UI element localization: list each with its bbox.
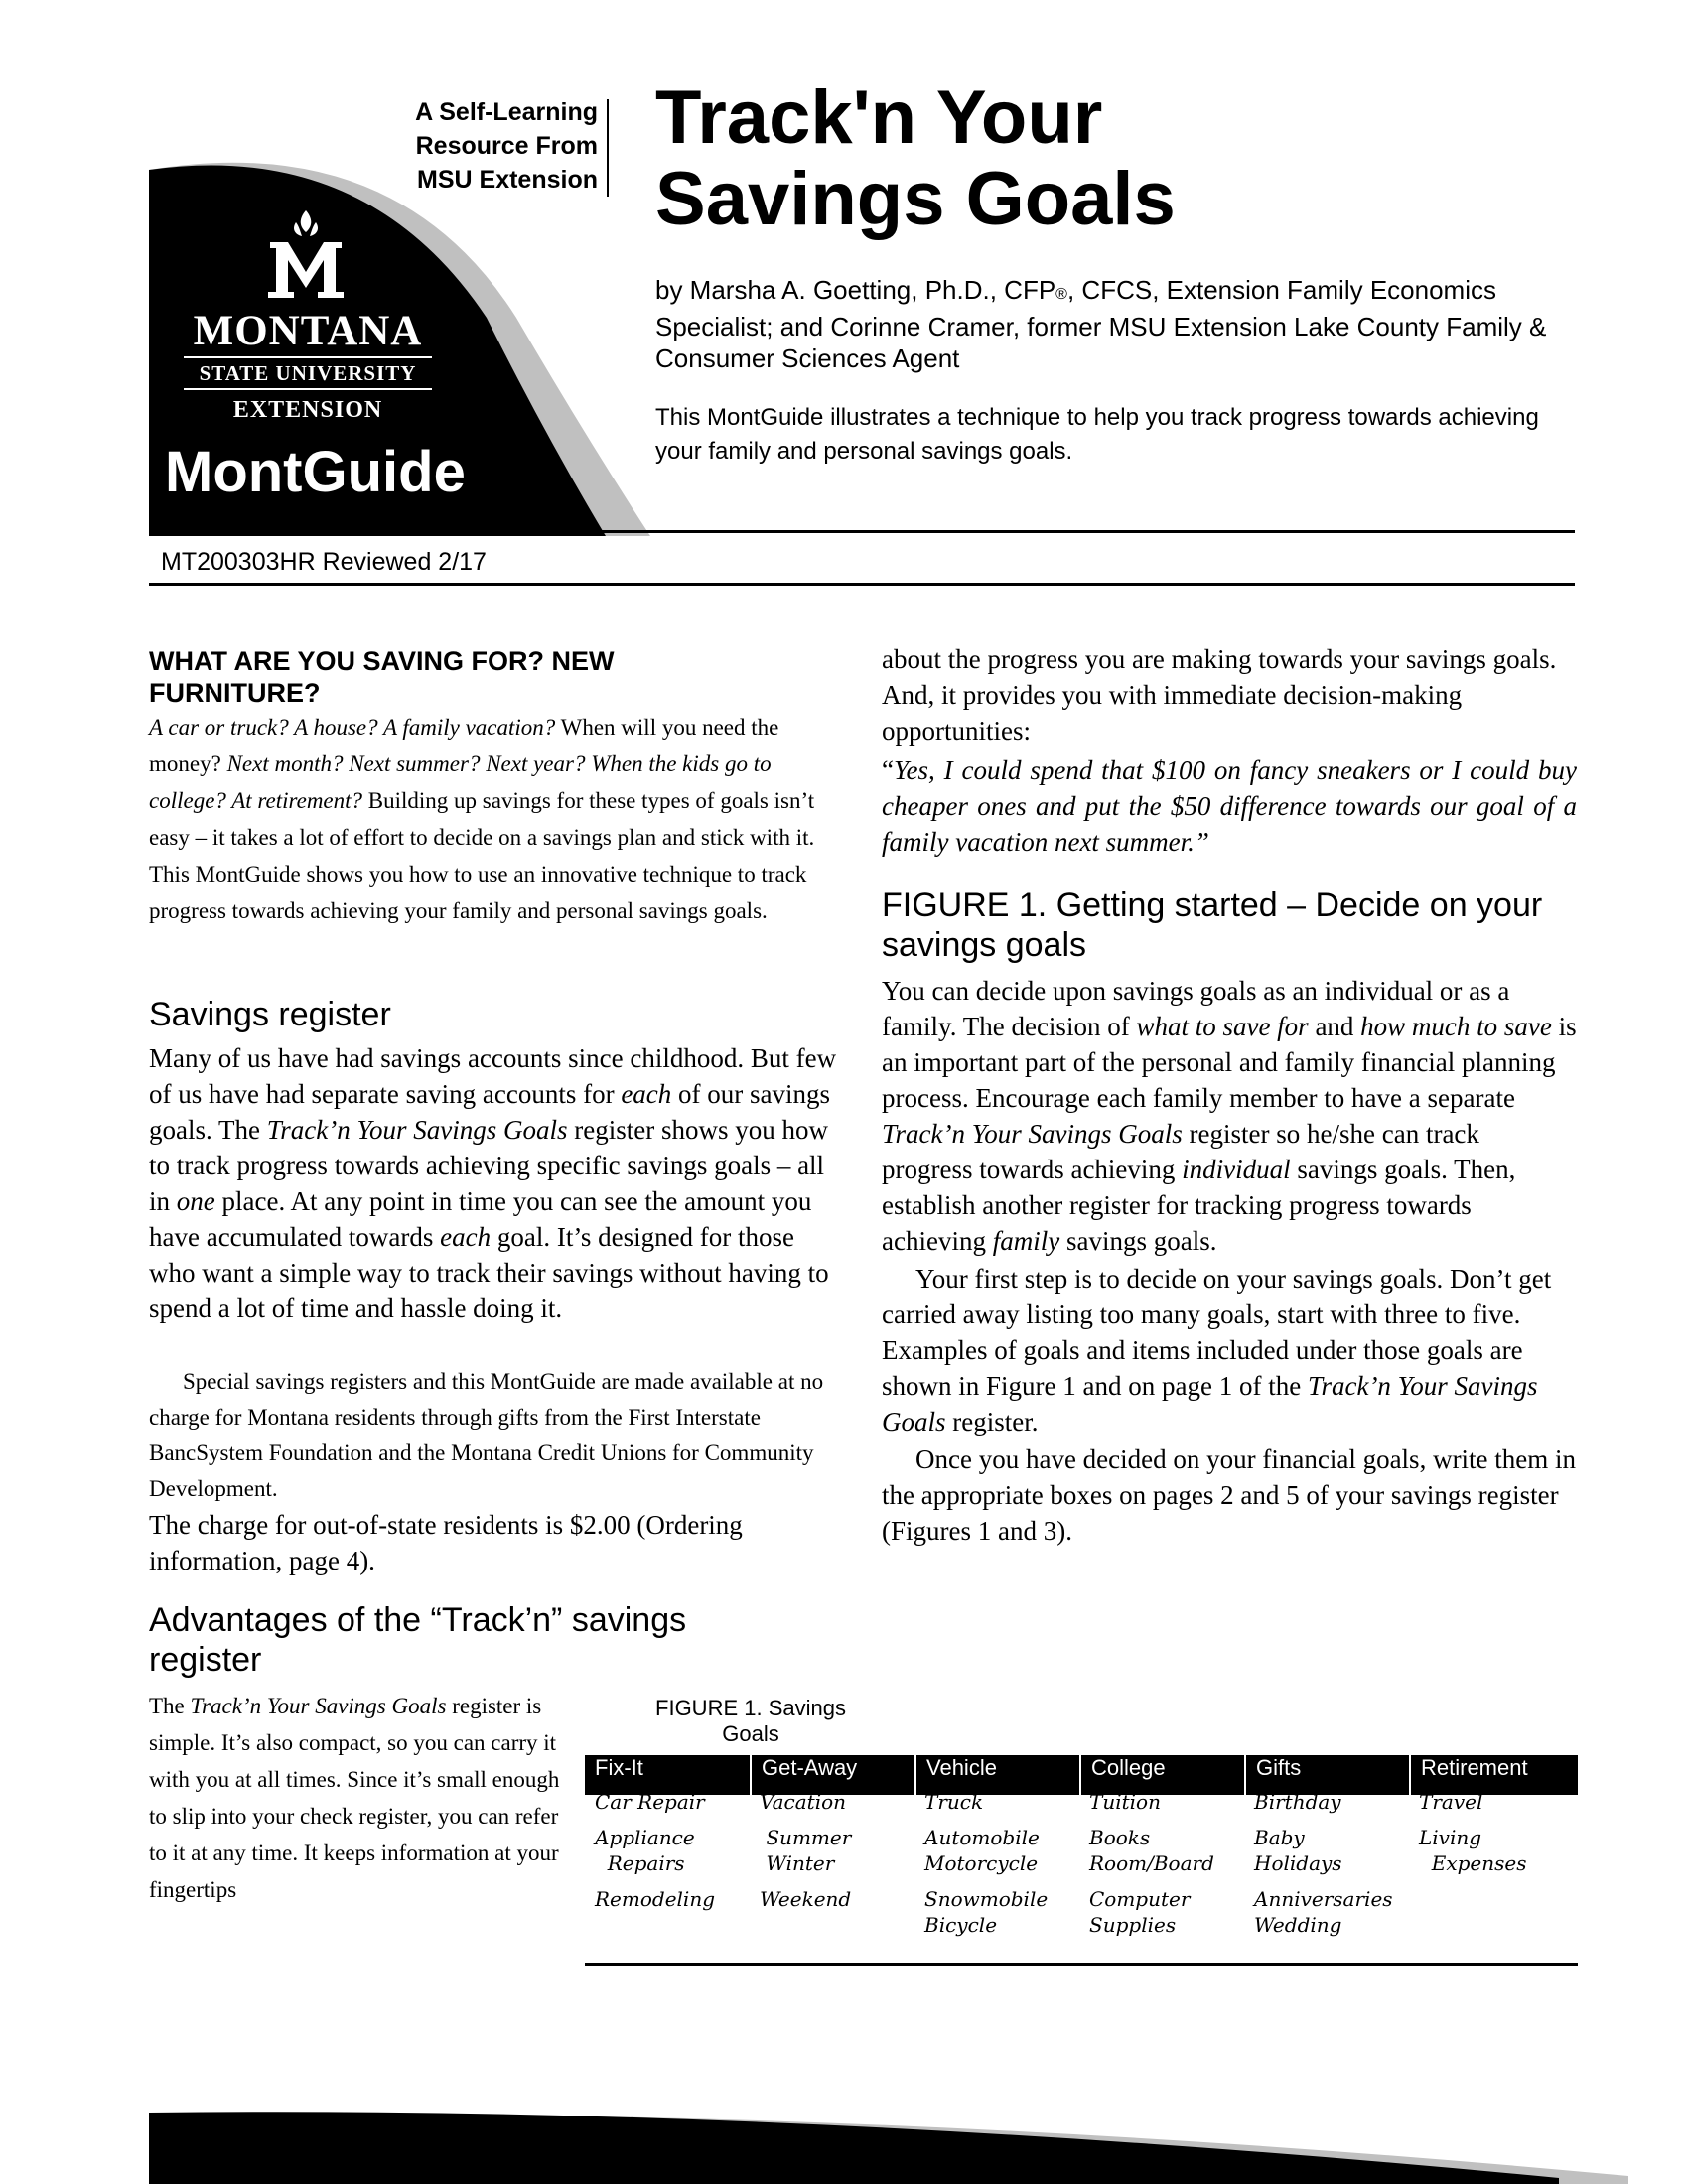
goal-column: [585, 1790, 750, 1948]
text: register.: [945, 1407, 1039, 1436]
text: The: [149, 1694, 191, 1718]
tagline-line: Resource From: [415, 132, 598, 160]
header-rule: [149, 583, 1575, 586]
column-header: Fix-It: [595, 1755, 643, 1780]
goal-item: Car Repair: [595, 1790, 705, 1814]
text: Many of us have had savings accounts since childhood. But few of us have had separate saving accounts for: [149, 1043, 837, 1109]
text: savings goals. Then, establish another register for tracking progress towards achieving: [882, 1155, 1516, 1256]
paragraph: Once you have decided on your financial goals, write them in the appropriate boxes on pages 2 and 5 of your savings register (Figures 1 and 3).: [882, 1444, 1577, 1546]
italic-text: individual: [1182, 1155, 1291, 1184]
registered-mark: ®: [1055, 286, 1067, 303]
header-rule: [149, 530, 1575, 533]
italic-text: each: [440, 1222, 492, 1252]
column-header: Gifts: [1244, 1755, 1409, 1795]
goal-item: Baby Holidays: [1254, 1826, 1342, 1875]
series-name: MontGuide: [165, 440, 466, 504]
italic-text: A car or truck? A house? A family vacation?: [149, 715, 556, 740]
paragraph: [149, 1040, 844, 1326]
publication-number: MT200303HR Reviewed 2/17: [161, 548, 487, 576]
goal-item: Summer Winter: [766, 1826, 852, 1875]
msu-wordmark: [179, 310, 437, 426]
section-heading: WHAT ARE YOU SAVING FOR? NEW FURNITURE?: [149, 646, 615, 708]
goal-column: [1409, 1790, 1574, 1948]
tagline-line: MSU Extension: [417, 166, 598, 194]
tagline-divider: [607, 99, 609, 197]
quote-text: Yes, I could spend that $100 on fancy sneakers or I could buy cheaper ones and put the $50 difference towards our goal of a family vacation next summer.”: [882, 755, 1577, 857]
goal-item: Snowmobile Bicycle: [924, 1887, 1049, 1937]
figure-caption: FIGURE 1. Savings Goals: [655, 1696, 846, 1746]
goal-column: [1079, 1790, 1244, 1948]
quote: [882, 752, 1577, 860]
goal-item: Tuition: [1089, 1790, 1161, 1814]
msu-name-state-university: STATE UNIVERSITY: [199, 361, 417, 385]
text: place. At any point in time you can see the amount you have accumulated towards: [149, 1186, 812, 1252]
paragraph: [882, 973, 1577, 1259]
goal-item: Travel: [1419, 1790, 1483, 1814]
text: savings goals.: [1059, 1226, 1217, 1256]
italic-text: family: [992, 1226, 1060, 1256]
paragraph: The charge for out-of-state residents is $2.00 (Ordering information, page 4).: [149, 1510, 743, 1575]
text: Your first step is to decide on your savings goals. Don’t get carried away listing too many goals, start with three to five. Examples of goals and items included under those goals are shown in Figure 1 and on page 1 of the: [882, 1264, 1552, 1401]
italic-text: what to save for: [1136, 1012, 1309, 1041]
goal-column: [1244, 1790, 1409, 1948]
goal-item: Living Expenses: [1419, 1826, 1527, 1875]
paragraph: [149, 1688, 566, 1908]
title-line: Track'n Your: [655, 75, 1103, 160]
figure-heading: FIGURE 1. Getting started – Decide on your savings goals: [882, 887, 1543, 964]
title-line: Savings Goals: [655, 157, 1176, 241]
goal-item: Automobile Motorcycle: [924, 1826, 1040, 1875]
msu-wordmark-rule: [184, 356, 432, 358]
paragraph: [149, 709, 844, 929]
paragraph: Special savings registers and this MontGuide are made available at no charge for Montana residents through gifts from the First Interstate BancSystem Foundation and the Montana Credit Unions for Community Development.: [149, 1369, 824, 1501]
authors-text: , CFCS, Extension Family Economics Specialist; and Corinne Cramer, former MSU Extension Lake County Family & Consumer Sciences Agent: [655, 275, 1547, 373]
goal-item: Remodeling: [595, 1887, 716, 1911]
summary: This MontGuide illustrates a technique to help you track progress towards achieving your family and personal savings goals.: [655, 404, 1539, 465]
goal-item: Anniversaries Wedding: [1254, 1887, 1393, 1937]
goal-column: [750, 1790, 914, 1948]
text: goal. It’s designed for those who want a simple way to track their savings without having to spend a lot of time and hassle doing it.: [149, 1222, 829, 1323]
italic-text: how much to save: [1360, 1012, 1552, 1041]
document-title: [655, 77, 1549, 240]
text: register shows you how to track progress towards achieving specific savings goals – all in: [149, 1115, 829, 1216]
goal-item: Computer Supplies: [1089, 1887, 1191, 1937]
savings-goals-table: [585, 1755, 1578, 1948]
figure-rule: [585, 1963, 1578, 1966]
footer-swoosh: [149, 2105, 1628, 2184]
column-header: Retirement: [1409, 1755, 1574, 1795]
msu-m-logo-icon: [266, 208, 346, 300]
italic-text: one: [176, 1186, 215, 1216]
quote-mark: “: [882, 755, 894, 785]
column-header: Vehicle: [914, 1755, 1079, 1795]
paragraph: about the progress you are making towards your savings goals. And, it provides you with immediate decision-making opportunities:: [882, 644, 1557, 746]
msu-name-extension: EXTENSION: [232, 397, 383, 423]
text: of our savings goals. The: [149, 1079, 831, 1145]
goal-item: Birthday: [1254, 1790, 1341, 1814]
italic-text: Track’n Your Savings Goals: [190, 1694, 447, 1718]
goal-item: Truck: [924, 1790, 984, 1814]
paragraph: [882, 1261, 1577, 1439]
text: You can decide upon savings goals as an individual or as a family. The decision of: [882, 976, 1510, 1041]
italic-text: Track’n Your Savings Goals: [266, 1115, 568, 1145]
italic-text: Track’n Your Savings Goals: [882, 1371, 1538, 1436]
italic-text: each: [621, 1079, 672, 1109]
msu-wordmark-rule: [184, 388, 432, 390]
msu-name-montana: MONTANA: [193, 308, 423, 354]
authors-text: by Marsha A. Goetting, Ph.D., CFP: [655, 275, 1056, 305]
text: register so he/she can track progress towards achieving: [882, 1119, 1479, 1184]
tagline: [389, 95, 598, 197]
text: Building up savings for these types of goals isn’t easy – it takes a lot of effort to decide on a savings plan and stick with it. This MontGuide shows you how to use an innovative technique to track progress towards achieving your family and personal savings goals.: [149, 788, 815, 923]
section-heading: Advantages of the “Track’n” savings register: [149, 1601, 687, 1679]
text: When will you need the money?: [149, 715, 779, 776]
italic-text: Track’n Your Savings Goals: [882, 1119, 1183, 1149]
goal-column: [914, 1790, 1079, 1948]
text: register is simple. It’s also compact, so you can carry it with you at all times. Since it’s small enough to slip into your check register, you can refer to it at any time. It keeps information at your fingertips: [149, 1694, 560, 1902]
text: and: [1308, 1012, 1361, 1041]
column-header: Get-Away: [750, 1755, 914, 1795]
italic-text: Next month? Next summer? Next year? When the kids go to college? At retirement?: [149, 751, 772, 813]
table-body: [585, 1790, 1578, 1948]
authors: [655, 274, 1569, 374]
tagline-line: A Self-Learning: [415, 98, 598, 126]
goal-item: Weekend: [760, 1887, 852, 1911]
section-heading: Savings register: [149, 996, 391, 1033]
goal-item: Books Room/Board: [1089, 1826, 1214, 1875]
goal-item: Appliance Repairs: [595, 1826, 695, 1875]
column-header: College: [1079, 1755, 1244, 1795]
goal-item: Vacation: [760, 1790, 847, 1814]
text: is an important part of the personal and family financial planning process. Encourage each family member to have a separate: [882, 1012, 1577, 1113]
